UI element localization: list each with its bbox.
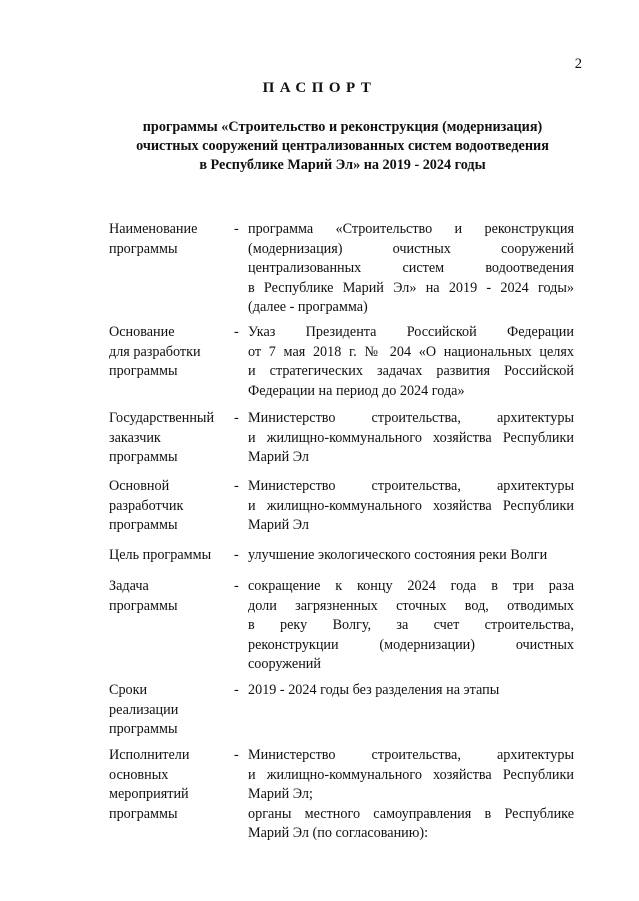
label-line: программы	[109, 597, 178, 614]
label-line: Цель программы	[109, 547, 212, 563]
label-line: Основной	[109, 478, 170, 494]
value-line: Министерство строительства, архитектуры	[248, 478, 574, 494]
label-line: программы	[109, 449, 178, 465]
row-value	[248, 477, 574, 536]
row-dash: -	[234, 324, 239, 340]
value-line: Федерации на период до 2024 года»	[248, 382, 465, 399]
row-dash: -	[234, 747, 239, 763]
row-label	[109, 323, 235, 382]
value-line: и жилищно-коммунального хозяйства Республики	[248, 497, 574, 514]
label-line: разработчик	[109, 497, 184, 514]
row-label	[109, 546, 235, 566]
value-line: Марий Эл	[248, 449, 309, 465]
label-line: программы	[109, 805, 178, 822]
value-line: в реку Волгу, за счет строительства,	[248, 617, 574, 633]
value-line: от 7 мая 2018 г. № 204 «О национальных целях	[248, 343, 574, 360]
row-label	[109, 746, 235, 824]
value-line: Марий Эл (по согласованию):	[248, 825, 429, 841]
value-line: и жилищно-коммунального хозяйства Республики	[248, 766, 574, 783]
row-dash: -	[234, 578, 239, 594]
label-line: программы	[109, 240, 178, 257]
row-value	[248, 323, 574, 401]
label-line: программы	[109, 517, 178, 533]
label-line: основных	[109, 766, 169, 783]
value-line: Марий Эл;	[248, 786, 313, 802]
page-number: 2	[574, 56, 582, 72]
value-line: улучшение экологического состояния реки Волги	[248, 547, 548, 563]
label-line: Государственный	[109, 410, 215, 426]
row-value	[248, 681, 574, 701]
label-line: Основание	[109, 324, 175, 340]
value-line: сооружений	[248, 656, 321, 672]
label-line: программы	[109, 721, 178, 737]
row-dash: -	[234, 478, 239, 494]
value-line: Указ Президента Российской Федерации	[248, 324, 574, 340]
row-dash: -	[234, 682, 239, 698]
value-line: централизованных систем водоотведения	[248, 260, 574, 276]
value-line: программа «Строительство и реконструкция	[248, 221, 574, 237]
value-line: в Республике Марий Эл» на 2019 - 2024 годы»	[248, 279, 574, 296]
row-value	[248, 409, 574, 468]
label-line: Задача	[109, 578, 149, 594]
subtitle-line: в Республике Марий Эл» на 2019 - 2024 годы	[199, 157, 486, 173]
value-line: сокращение к концу 2024 года в три раза	[248, 578, 574, 594]
value-line: Министерство строительства, архитектуры	[248, 410, 574, 426]
value-line: и стратегических задачах развития Российской	[248, 363, 574, 379]
row-value	[248, 746, 574, 844]
value-line: (модернизация) очистных сооружений	[248, 240, 574, 257]
value-line: (далее - программа)	[248, 299, 368, 315]
row-label	[109, 477, 235, 536]
document-subtitle	[100, 118, 585, 175]
value-line: органы местного самоуправления в Республике	[248, 805, 574, 822]
label-line: реализации	[109, 701, 179, 718]
label-line: программы	[109, 363, 178, 379]
label-line: для разработки	[109, 343, 201, 360]
row-dash: -	[234, 547, 239, 563]
row-label	[109, 220, 235, 259]
label-line: заказчик	[109, 429, 161, 446]
value-line: 2019 - 2024 годы без разделения на этапы	[248, 682, 500, 698]
row-label	[109, 577, 235, 616]
label-line: мероприятий	[109, 786, 189, 802]
row-dash: -	[234, 221, 239, 237]
value-line: и жилищно-коммунального хозяйства Республики	[248, 429, 574, 446]
subtitle-line: программы «Строительство и реконструкция (модернизация)	[142, 119, 543, 135]
row-value	[248, 577, 574, 675]
subtitle-line: очистных сооружений централизованных систем водоотведения	[136, 138, 549, 154]
row-label	[109, 681, 235, 740]
value-line: реконструкции (модернизации) очистных	[248, 636, 574, 653]
value-line: доли загрязненных сточных вод, отводимых	[248, 597, 574, 614]
label-line: Сроки	[109, 682, 148, 698]
row-label	[109, 409, 235, 468]
row-value	[248, 220, 574, 318]
row-value	[248, 546, 574, 566]
label-line: Наименование	[109, 221, 198, 237]
row-dash: -	[234, 410, 239, 426]
value-line: Марий Эл	[248, 517, 309, 533]
label-line: Исполнители	[109, 747, 190, 763]
document-title: ПАСПОРТ	[262, 80, 377, 96]
value-line: Министерство строительства, архитектуры	[248, 747, 574, 763]
